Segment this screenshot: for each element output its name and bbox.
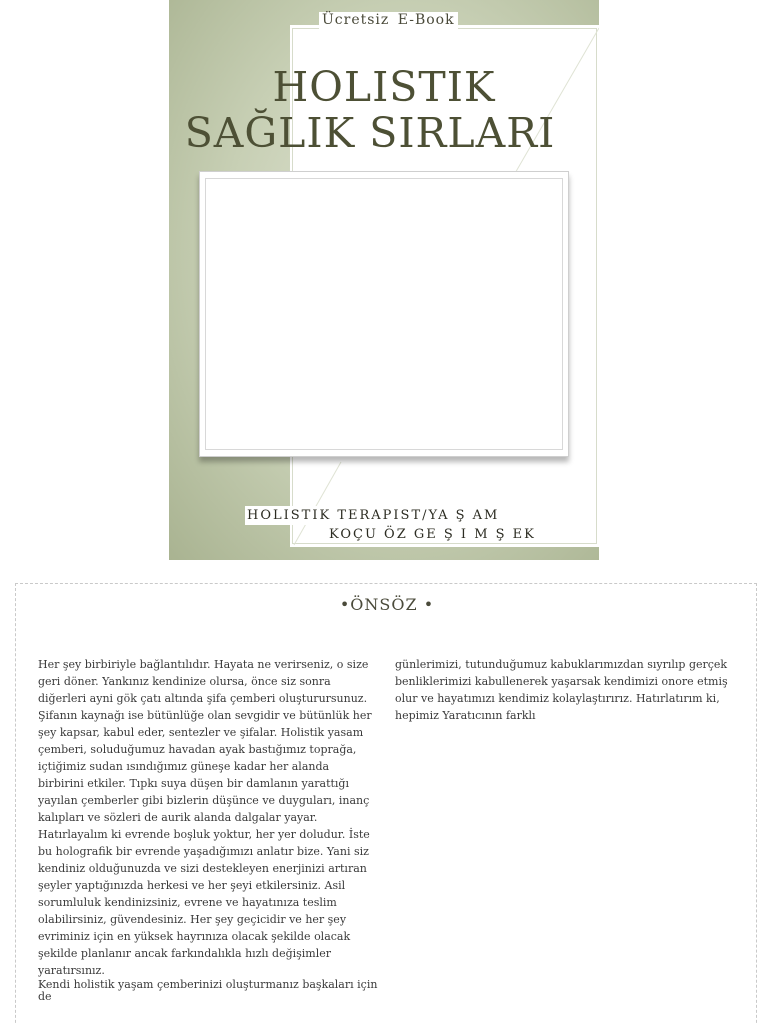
preface-paragraph: Her şey birbiriyle bağlantılıdır. Hayata ne verirseniz, o size geri döner. Yankınız kendinize olursa, önce siz sonra diğerleri ayni gök çatı altında şifa çemberi oluşturursunuz. Şifanın kaynağı ise bütünlüğe olan sevgidir ve bütünlük her şey kapsar, kabul eder, sentezler ve şifalar. Holistik yasam çemberi, soluduğumuz havadan ayak bastığımız toprağa, içtiğimiz sudan ısındığımız güneşe kadar her alanda birbirini etkiler. Tıpkı suya düşen bir damlanın yarattığı yayılan çemberler gibi bizlerin düşünce ve duyguları, inanç kalıpları ve sözleri de aurik alanda dalgalar yayar. Hatırlayalım ki evrende boşluk yoktur, her yer doludur. İste bu holografik bir evrende yaşadığımızı anlatır bize. Yani siz kendiniz olduğunuzda ve sizi destekleyen enerjinizi artıran şeyler yaptığınızda herkesi ve her şeyi etkilersiniz. Asil sorumluluk kendinizsiniz, evrene ve hayatınıza teslim olabilirsiniz, güvendesiniz. Her şey geçicidir ve her şey evriminiz için en yüksek hayrınıza olacak şekilde olacak şekilde planlanır ancak farkındalıkla hızlı değişimler yaratırsınız. bbox=[38, 658, 372, 977]
preface-column-left bbox=[38, 656, 378, 1003]
preface-column-right bbox=[395, 656, 740, 724]
preface-paragraph-right: günlerimizi, tutunduğumuz kabuklarımızdan sıyrılıp gerçek benliklerimizi kabullenerek yaşarsak kendimizi onore etmiş olur ve hayatımızı kendimiz kolaylaştırırız. Hatırlatırım ki, hepimiz Yaratıcının farklı bbox=[395, 658, 728, 722]
cover-tag: Ücretsiz E-Book bbox=[319, 12, 458, 29]
cover-title bbox=[169, 64, 599, 156]
cover-title-line2: SAĞLIK SIRLARI bbox=[184, 109, 556, 157]
cover-author-line1: HOLISTIK TERAPIST/YA Ş AM bbox=[247, 508, 500, 523]
cover-title-line1: HOLISTIK bbox=[272, 63, 496, 111]
preface-paragraph-continuation: Kendi holistik yaşam çemberinizi oluşturmanız başkaları için de bbox=[38, 978, 378, 1003]
preface-section bbox=[15, 583, 757, 1024]
cover-author-line2: KOÇU ÖZ GE Ş I M Ş EK bbox=[329, 527, 536, 542]
cover-photo-placeholder bbox=[205, 178, 563, 450]
preface-heading: •ÖNSÖZ • bbox=[339, 595, 435, 614]
book-cover bbox=[169, 0, 599, 560]
cover-photo-frame bbox=[199, 171, 569, 457]
